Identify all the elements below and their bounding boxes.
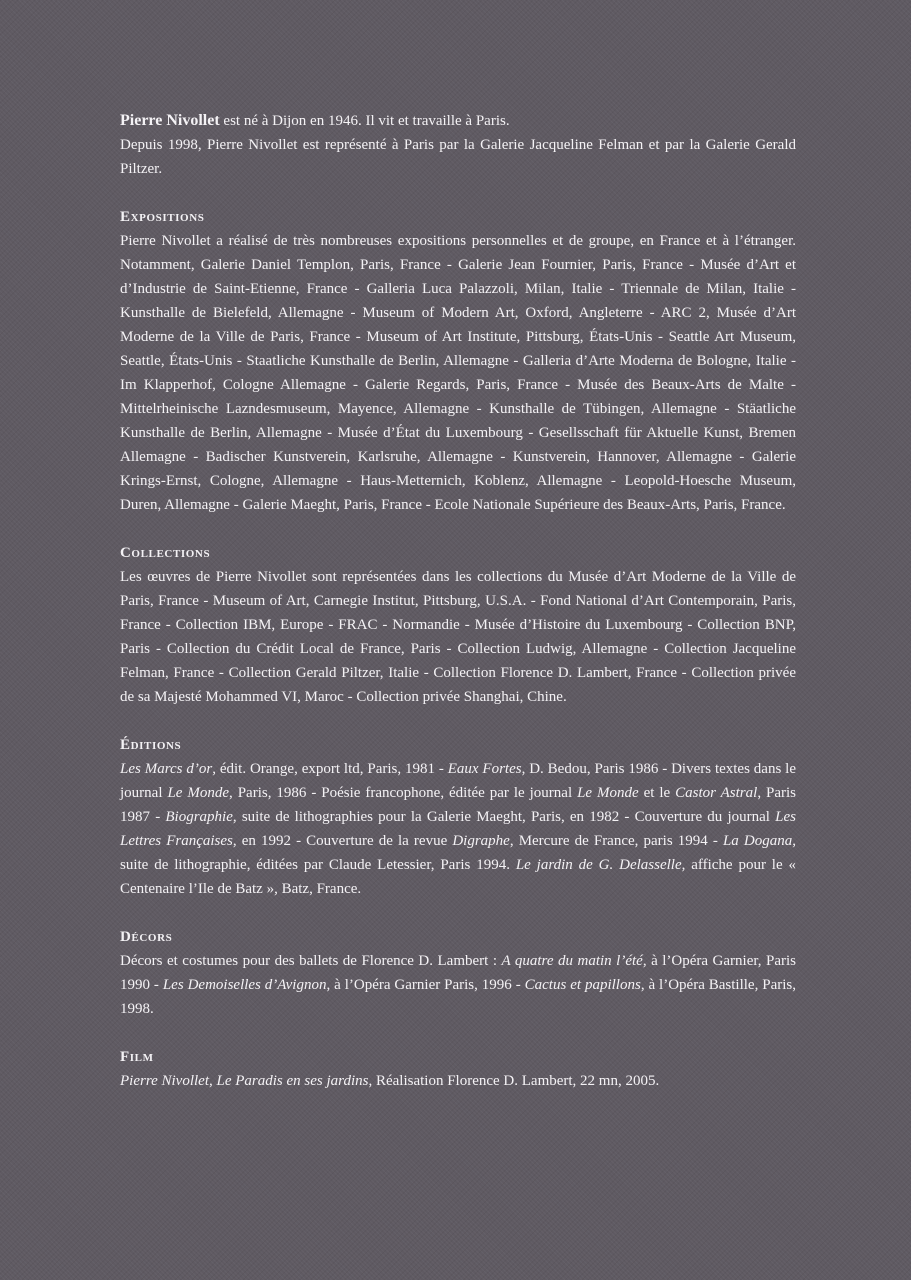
italic-title: Les Marcs d’or	[120, 761, 213, 777]
editions-heading: Éditions	[120, 737, 182, 753]
italic-title: Cactus et papillons	[524, 977, 641, 993]
text-segment: , édit. Orange, export ltd, Paris, 1981 -	[212, 761, 448, 777]
collections-heading: Collections	[120, 545, 211, 561]
decors-text	[120, 949, 796, 1021]
text-segment: et le	[638, 785, 676, 801]
italic-title: Le jardin de G. Delasselle	[515, 857, 682, 873]
text-segment: , Paris 1987 -	[120, 785, 796, 825]
italic-title: Le Monde	[167, 785, 230, 801]
decors-heading: Décors	[120, 929, 173, 945]
text-segment: , affiche pour le « Centenaire l’Ile de Batz », Batz, France.	[120, 857, 796, 897]
text-segment: , en 1992 - Couverture de la revue	[232, 833, 453, 849]
italic-title: Pierre Nivollet, Le Paradis en ses jardins	[120, 1073, 369, 1089]
italic-title: La Dogana	[722, 833, 793, 849]
text-segment: , Réalisation Florence D. Lambert, 22 mn, 2005.	[368, 1073, 660, 1089]
italic-title: Biographie	[165, 809, 233, 825]
decors-section	[120, 925, 796, 1021]
film-heading: Film	[120, 1049, 154, 1065]
italic-title: Eaux Fortes	[447, 761, 522, 777]
text-segment: , à l’Opéra Garnier Paris, 1996 -	[326, 977, 525, 993]
italic-title: Les Lettres Françaises	[120, 809, 796, 849]
film-text	[120, 1069, 796, 1093]
editions-text	[120, 757, 796, 901]
italic-title: Castor Astral	[675, 785, 758, 801]
editions-section	[120, 733, 796, 901]
collections-text: Les œuvres de Pierre Nivollet sont représentées dans les collections du Musée d’Art Moderne de la Ville de Paris, France - Museum of Art, Carnegie Institut, Pittsburg, U.S.A. - Fond National d’Art Contemporain, Paris, France - Collection IBM, Europe - FRAC - Normandie - Musée d’Histoire du Luxembourg - Collection BNP, Paris - Collection du Crédit Local de France, Paris - Collection Ludwig, Allemagne - Collection Jacqueline Felman, France - Collection Gerald Piltzer, Italie - Collection Florence D. Lambert, France - Collection privée de sa Majesté Mohammed VI, Maroc - Collection privée Shanghai, Chine.	[120, 569, 796, 705]
text-segment: , à l’Opéra Bastille, Paris, 1998.	[120, 977, 797, 1017]
expositions-heading: Expositions	[120, 209, 205, 225]
collections-section	[120, 541, 796, 709]
text-segment: , suite de lithographies pour la Galerie Maeght, Paris, en 1982 - Couverture du journal	[232, 809, 776, 825]
italic-title: Les Demoiselles d’Avignon	[162, 977, 327, 993]
text-segment: , à l’Opéra Garnier, Paris 1990 -	[120, 953, 797, 993]
film-section	[120, 1045, 796, 1093]
intro-block	[120, 109, 796, 181]
expositions-text: Pierre Nivollet a réalisé de très nombreuses expositions personnelles et de groupe, en France et à l’étranger. Notamment, Galerie Daniel Templon, Paris, France - Galerie Jean Fournier, Paris, France - Musée d’Art et d’Industrie de Saint-Etienne, France - Galleria Luca Palazzoli, Milan, Italie - Triennale de Milan, Italie - Kunsthalle de Bielefeld, Allemagne - Museum of Modern Art, Oxford, Angleterre - ARC 2, Musée d’Art Moderne de la Ville de Paris, France - Museum of Art Institute, Pittsburg, États-Unis - Seattle Art Museum, Seattle, États-Unis - Staatliche Kunsthalle de Berlin, Allemagne - Galleria d’Arte Moderna de Bologne, Italie - Im Klapperhof, Cologne Allemagne - Galerie Regards, Paris, France - Musée des Beaux-Arts de Malte - Mittelrheinische Lazndesmuseum, Mayence, Allemagne - Kunsthalle de Tübingen, Allemagne - Stäatliche Kunsthalle de Berlin, Allemagne - Musée d’État du Luxembourg - Gesellsschaft für Aktuelle Kunst, Bremen Allemagne - Badischer Kunstverein, Karlsruhe, Allemagne - Kunstverein, Hannover, Allemagne - Galerie Krings-Ernst, Cologne, Allemagne - Haus-Metternich, Koblenz, Allemagne - Leopold-Hoesche Museum, Duren, Allemagne - Galerie Maeght, Paris, France - Ecole Nationale Supérieure des Beaux-Arts, Paris, France.	[120, 233, 796, 513]
intro-line-1	[120, 109, 796, 133]
text-segment: , Mercure de France, paris 1994 -	[509, 833, 723, 849]
birth-statement: est né à Dijon en 1946. Il vit et travaille à Paris.	[219, 113, 510, 129]
italic-title: Le Monde	[577, 785, 639, 801]
italic-title: A quatre du matin l’été	[501, 953, 643, 969]
italic-title: Digraphe	[452, 833, 510, 849]
text-segment: Décors et costumes pour des ballets de Florence D. Lambert :	[120, 953, 502, 969]
text-segment: , D. Bedou, Paris 1986 - Divers textes dans le journal	[120, 761, 796, 801]
expositions-section	[120, 205, 796, 517]
biography-page	[120, 109, 796, 1117]
artist-name: Pierre Nivollet	[120, 112, 220, 129]
text-segment: , Paris, 1986 - Poésie francophone, éditée par le journal	[229, 785, 578, 801]
representation-statement: Depuis 1998, Pierre Nivollet est représenté à Paris par la Galerie Jacqueline Felman et par la Galerie Gerald Piltzer.	[120, 137, 796, 177]
text-segment: , suite de lithographie, éditées par Claude Letessier, Paris 1994.	[120, 833, 796, 873]
